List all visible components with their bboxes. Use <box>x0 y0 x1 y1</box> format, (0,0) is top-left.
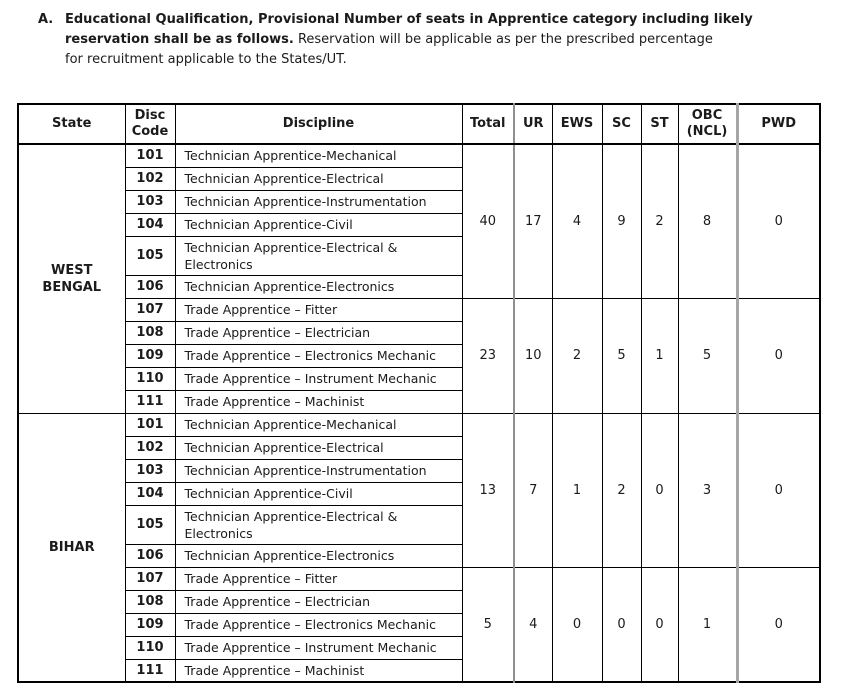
discipline-cell: Trade Apprentice – Machinist <box>175 659 462 682</box>
discipline-cell: Technician Apprentice-Mechanical <box>175 413 462 436</box>
obc-seats-cell: 1 <box>678 567 737 682</box>
discipline-cell: Trade Apprentice – Electrician <box>175 590 462 613</box>
table-body <box>18 144 820 682</box>
discipline-cell: Technician Apprentice-Electrical <box>175 436 462 459</box>
column-header-pwd: PWD <box>737 104 820 144</box>
pwd-seats-cell: 0 <box>737 298 820 413</box>
column-header-total: Total <box>462 104 514 144</box>
disc-code-cell: 108 <box>125 590 175 613</box>
state-cell: WEST BENGAL <box>18 144 125 413</box>
disc-code-cell: 103 <box>125 459 175 482</box>
discipline-cell: Technician Apprentice-Electronics <box>175 275 462 298</box>
state-cell: BIHAR <box>18 413 125 682</box>
section-text-line <box>65 50 753 70</box>
disc-code-cell: 105 <box>125 236 175 275</box>
discipline-cell: Trade Apprentice – Fitter <box>175 567 462 590</box>
total-seats-cell: 5 <box>462 567 514 682</box>
table-row <box>18 298 820 321</box>
column-header-sc: SC <box>602 104 641 144</box>
table-row <box>18 567 820 590</box>
ur-seats-cell: 10 <box>514 298 552 413</box>
table-header <box>18 104 820 144</box>
apprentice-seats-table <box>17 103 821 683</box>
disc-code-cell: 110 <box>125 367 175 390</box>
total-seats-cell: 40 <box>462 144 514 298</box>
column-header-st: ST <box>641 104 678 144</box>
discipline-cell: Technician Apprentice-Instrumentation <box>175 190 462 213</box>
section-text-normal: for recruitment applicable to the States/UT. <box>65 52 347 67</box>
disc-code-cell: 102 <box>125 436 175 459</box>
disc-code-cell: 111 <box>125 659 175 682</box>
disc-code-cell: 106 <box>125 544 175 567</box>
discipline-cell: Trade Apprentice – Fitter <box>175 298 462 321</box>
discipline-cell: Technician Apprentice-Electrical & Electronics <box>175 505 462 544</box>
ur-seats-cell: 4 <box>514 567 552 682</box>
discipline-cell: Trade Apprentice – Machinist <box>175 390 462 413</box>
total-seats-cell: 23 <box>462 298 514 413</box>
section-label: A. <box>38 12 54 27</box>
discipline-cell: Trade Apprentice – Electrician <box>175 321 462 344</box>
section-text-line <box>65 30 753 50</box>
ews-seats-cell: 4 <box>552 144 602 298</box>
sc-seats-cell: 9 <box>602 144 641 298</box>
table-header-row <box>18 104 820 144</box>
column-header-ur: UR <box>514 104 552 144</box>
disc-code-cell: 106 <box>125 275 175 298</box>
st-seats-cell: 2 <box>641 144 678 298</box>
table-row <box>18 413 820 436</box>
disc-code-cell: 109 <box>125 344 175 367</box>
discipline-cell: Technician Apprentice-Civil <box>175 482 462 505</box>
discipline-cell: Technician Apprentice-Civil <box>175 213 462 236</box>
discipline-cell: Technician Apprentice-Electrical & Electronics <box>175 236 462 275</box>
obc-seats-cell: 3 <box>678 413 737 567</box>
disc-code-cell: 111 <box>125 390 175 413</box>
sc-seats-cell: 5 <box>602 298 641 413</box>
disc-code-cell: 104 <box>125 213 175 236</box>
column-header-state: State <box>18 104 125 144</box>
ews-seats-cell: 2 <box>552 298 602 413</box>
section-heading <box>0 0 846 70</box>
discipline-cell: Technician Apprentice-Electronics <box>175 544 462 567</box>
st-seats-cell: 1 <box>641 298 678 413</box>
disc-code-cell: 107 <box>125 298 175 321</box>
pwd-seats-cell: 0 <box>737 567 820 682</box>
pwd-seats-cell: 0 <box>737 144 820 298</box>
pwd-seats-cell: 0 <box>737 413 820 567</box>
disc-code-cell: 101 <box>125 413 175 436</box>
disc-code-cell: 103 <box>125 190 175 213</box>
column-header-code: Disc Code <box>125 104 175 144</box>
discipline-cell: Technician Apprentice-Instrumentation <box>175 459 462 482</box>
section-text-bold: reservation shall be as follows. <box>65 32 294 47</box>
discipline-cell: Trade Apprentice – Electronics Mechanic <box>175 344 462 367</box>
column-header-discipline: Discipline <box>175 104 462 144</box>
st-seats-cell: 0 <box>641 413 678 567</box>
disc-code-cell: 108 <box>125 321 175 344</box>
column-header-obc: OBC (NCL) <box>678 104 737 144</box>
obc-seats-cell: 5 <box>678 298 737 413</box>
column-header-ews: EWS <box>552 104 602 144</box>
sc-seats-cell: 2 <box>602 413 641 567</box>
disc-code-cell: 110 <box>125 636 175 659</box>
disc-code-cell: 107 <box>125 567 175 590</box>
discipline-cell: Technician Apprentice-Mechanical <box>175 144 462 167</box>
obc-seats-cell: 8 <box>678 144 737 298</box>
sc-seats-cell: 0 <box>602 567 641 682</box>
disc-code-cell: 102 <box>125 167 175 190</box>
total-seats-cell: 13 <box>462 413 514 567</box>
disc-code-cell: 109 <box>125 613 175 636</box>
ur-seats-cell: 17 <box>514 144 552 298</box>
section-text-line <box>65 10 753 30</box>
disc-code-cell: 104 <box>125 482 175 505</box>
ews-seats-cell: 1 <box>552 413 602 567</box>
table-row <box>18 144 820 167</box>
discipline-cell: Trade Apprentice – Instrument Mechanic <box>175 636 462 659</box>
section-text-bold: Educational Qualification, Provisional Number of seats in Apprentice category including likely <box>65 12 753 27</box>
section-text-normal: Reservation will be applicable as per the prescribed percentage <box>293 32 713 47</box>
st-seats-cell: 0 <box>641 567 678 682</box>
discipline-cell: Trade Apprentice – Electronics Mechanic <box>175 613 462 636</box>
discipline-cell: Trade Apprentice – Instrument Mechanic <box>175 367 462 390</box>
ews-seats-cell: 0 <box>552 567 602 682</box>
discipline-cell: Technician Apprentice-Electrical <box>175 167 462 190</box>
ur-seats-cell: 7 <box>514 413 552 567</box>
section-text <box>65 10 753 70</box>
disc-code-cell: 101 <box>125 144 175 167</box>
disc-code-cell: 105 <box>125 505 175 544</box>
